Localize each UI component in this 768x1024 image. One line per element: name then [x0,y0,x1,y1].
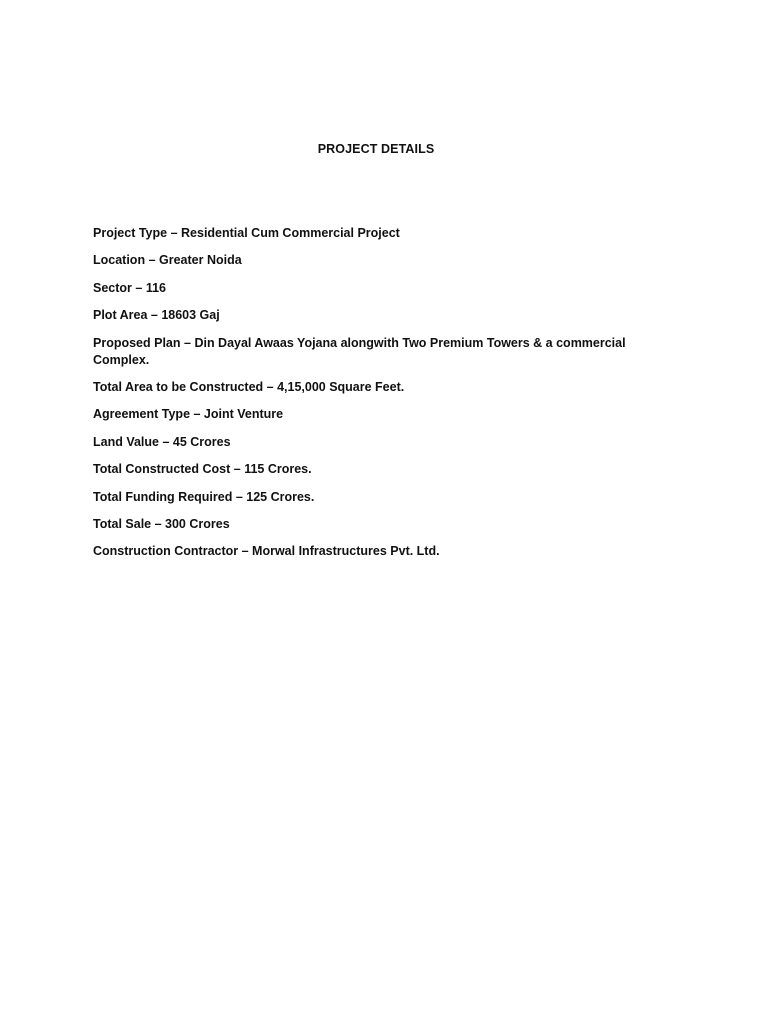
detail-location [93,252,653,269]
detail-separator: – [238,544,253,559]
detail-value: 125 Crores. [246,489,315,504]
detail-label: Location [93,253,146,268]
detail-construction-contractor [93,543,653,560]
detail-label: Total Area to be Constructed [93,379,264,394]
detail-value: Residential Cum Commercial Project [181,226,400,240]
detail-separator: – [263,379,278,394]
detail-separator: – [151,516,166,531]
detail-label: Proposed Plan [93,335,181,350]
detail-plot-area [93,307,653,324]
detail-value: 300 Crores [165,516,230,531]
detail-separator: – [180,335,195,350]
detail-label: Plot Area [93,308,148,323]
detail-sector [93,280,653,297]
detail-value: Din Dayal Awaas Yojana alongwith Two Premium Towers & a commercial Complex. [93,335,626,367]
detail-label: Total Funding Required [93,489,233,504]
detail-separator: – [131,280,146,295]
detail-value: 116 [145,280,166,295]
detail-value: Joint Venture [203,407,284,422]
detail-value: Greater Noida [159,253,242,268]
detail-land-value [93,434,653,451]
project-details-list [93,225,653,571]
detail-label: Agreement Type [93,407,191,422]
detail-label: Land Value [93,434,159,449]
detail-separator: – [167,226,182,240]
detail-separator: – [190,407,204,422]
detail-separator: – [232,489,247,504]
detail-label: Total Constructed Cost [93,462,231,477]
detail-label: Sector [93,280,132,295]
detail-funding-required [93,489,653,506]
detail-value: Morwal Infrastructures Pvt. Ltd. [252,544,440,559]
detail-value: 45 Crores [172,434,231,449]
detail-separator: – [159,434,173,449]
detail-separator: – [145,253,159,268]
detail-proposed-plan [93,335,653,369]
detail-separator: – [147,308,162,323]
detail-value: 18603 Gaj [161,308,220,323]
detail-label: Construction Contractor [93,544,239,559]
detail-total-area [93,379,653,396]
detail-agreement-type [93,406,653,423]
detail-label: Total Sale [93,516,152,531]
detail-value: 4,15,000 Square Feet. [277,379,405,394]
detail-value: 115 Crores. [244,462,312,477]
detail-separator: – [230,462,245,477]
detail-project-type [93,225,653,242]
document-title: PROJECT DETAILS [317,142,435,156]
detail-label: Project Type [93,226,168,240]
detail-total-sale [93,516,653,533]
detail-constructed-cost [93,461,653,478]
